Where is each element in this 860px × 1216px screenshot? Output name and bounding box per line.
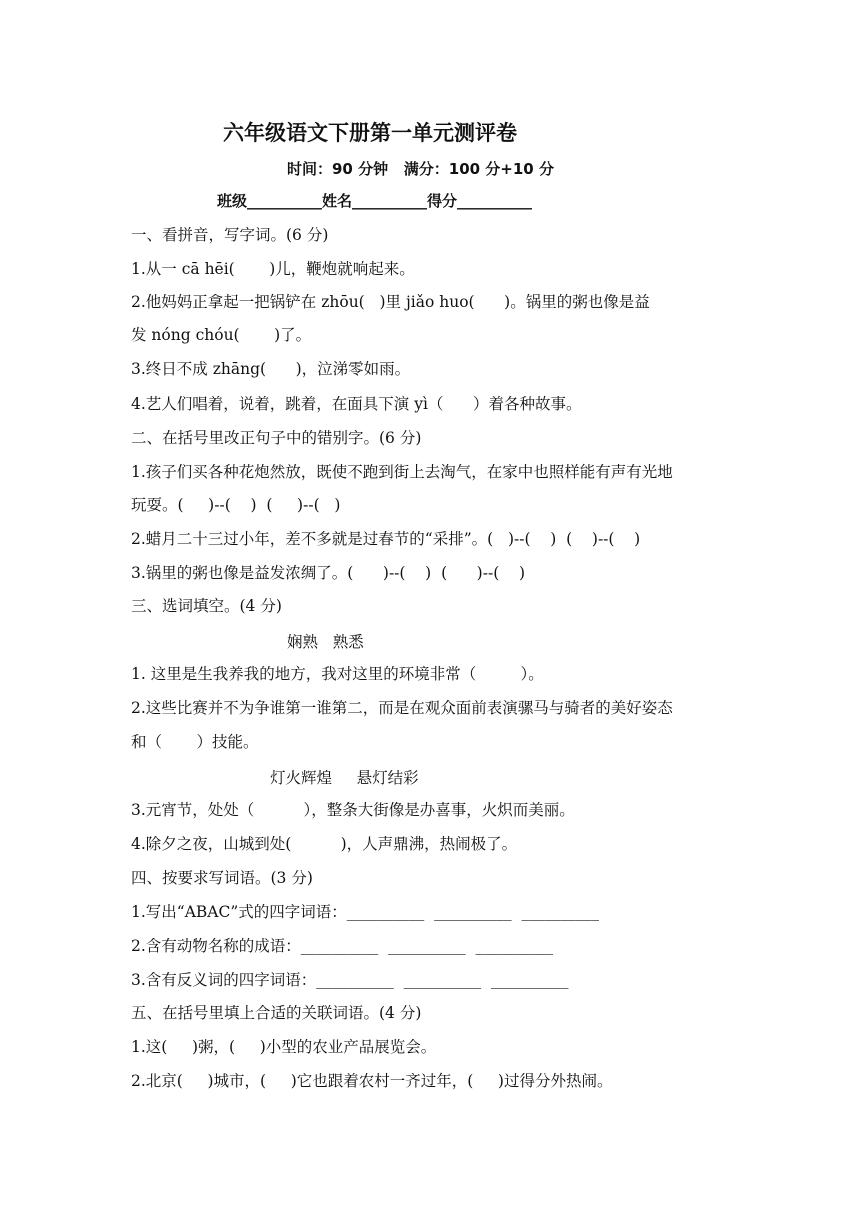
question-line: 1.写出“ABAC”式的四字词语：__________ __________ __________ — [131, 903, 599, 921]
question-line: 3.终日不成 zhāng( )，泣涕零如雨。 — [131, 360, 411, 378]
section-heading: 二、在括号里改正句子中的错别字。(6 分) — [131, 429, 422, 447]
word-choices: 娴熟 熟悉 — [287, 633, 364, 651]
question-line: 2.蜡月二十三过小年，差不多就是过春节的“采排”。( )--( ) ( )--( ) — [131, 530, 641, 548]
question-line: 2.北京( )城市，( )它也跟着农村一齐过年，( )过得分外热闹。 — [131, 1072, 613, 1090]
question-line: 3.元宵节，处处（ ），整条大街像是办喜事，火炽而美丽。 — [131, 801, 575, 819]
question-line: 和（ ）技能。 — [131, 733, 259, 751]
word-choices: 灯火辉煌 悬灯结彩 — [270, 769, 419, 787]
question-line: 2.他妈妈正拿起一把锅铲在 zhōu( )里 jiǎo huo( )。锅里的粥也像是益 — [131, 293, 650, 311]
question-line: 2.含有动物名称的成语：__________ __________ __________ — [131, 937, 553, 955]
question-line: 2.这些比赛并不为争谁第一谁第二，而是在观众面前表演骡马与骑者的美好姿态 — [131, 699, 673, 717]
question-line: 4.艺人们唱着，说着，跳着，在面具下演 yì（ ）着各种故事。 — [131, 395, 582, 413]
question-line: 1.从一 cā hēi( )儿，鞭炮就响起来。 — [131, 260, 415, 278]
exam-meta: 时间：90 分钟 满分：100 分+10 分 — [287, 160, 554, 178]
section-heading: 四、按要求写词语。(3 分) — [131, 869, 313, 887]
question-line: 3.锅里的粥也像是益发浓绸了。( )--( ) ( )--( ) — [131, 564, 526, 582]
section-heading: 一、看拼音，写字词。(6 分) — [131, 226, 329, 244]
section-heading: 五、在括号里填上合适的关联词语。(4 分) — [131, 1004, 422, 1022]
question-line: 4.除夕之夜，山城到处( )，人声鼎沸，热闹极了。 — [131, 835, 518, 853]
question-line: 1.这( )粥，( )小型的农业产品展览会。 — [131, 1038, 437, 1056]
question-line: 3.含有反义词的四字词语：__________ __________ __________ — [131, 971, 569, 989]
question-line: 1. 这里是生我养我的地方，我对这里的环境非常（ ）。 — [131, 665, 544, 683]
section-heading: 三、选词填空。(4 分) — [131, 597, 282, 615]
question-line: 1.孩子们买各种花炮然放，既使不跑到街上去淘气，在家中也照样能有声有光地 — [131, 463, 673, 481]
student-info: 班级__________姓名__________得分__________ — [217, 192, 533, 210]
question-line: 玩耍。( )--( ) ( )--( ) — [131, 496, 341, 514]
page-title: 六年级语文下册第一单元测评卷 — [223, 121, 517, 145]
question-line: 发 nóng chóu( )了。 — [131, 326, 312, 344]
